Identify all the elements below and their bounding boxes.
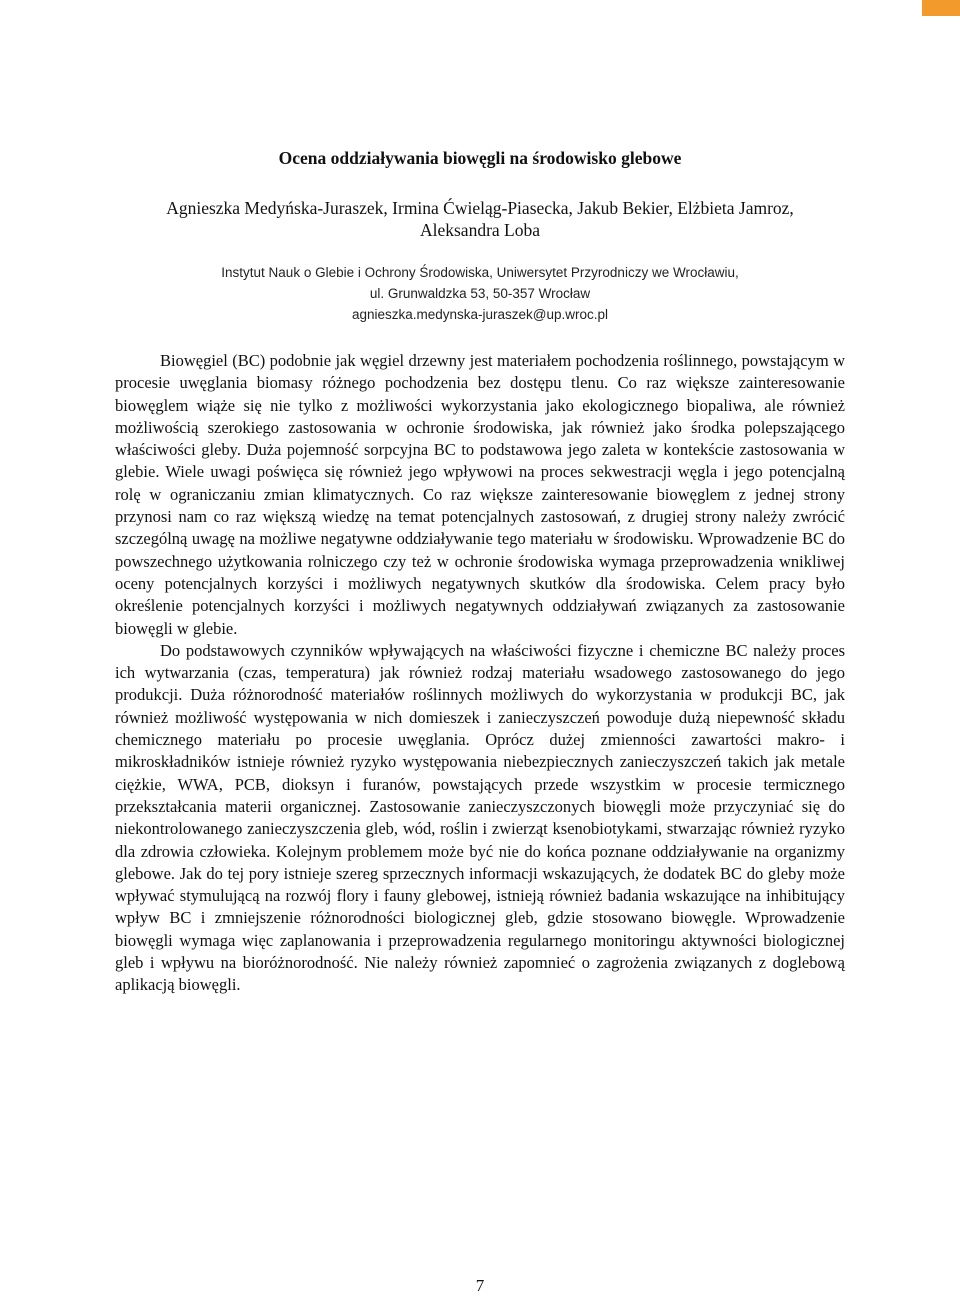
affiliation-institute: Instytut Nauk o Glebie i Ochrony Środowiska, Uniwersytet Przyrodniczy we Wrocławiu,	[221, 265, 739, 280]
author-list	[115, 197, 845, 241]
page-number: 7	[475, 1276, 485, 1295]
affiliation-email: agnieszka.medynska-juraszek@up.wroc.pl	[351, 307, 609, 322]
abstract-body	[115, 350, 845, 997]
affiliation-address: ul. Grunwaldzka 53, 50-357 Wrocław	[369, 286, 591, 301]
corner-mark	[922, 0, 960, 16]
paragraph-1: Biowęgiel (BC) podobnie jak węgiel drzewny jest materiałem pochodzenia roślinnego, powstającym w procesie uwęglania biomasy różnego pochodzenia bez dostępu tlenu. Co raz większe zainteresowanie biowęglem wiąże się nie tylko z możliwości wykorzystania jako ekologicznego biopaliwa, ale również możliwością szerokiego zastosowania w ochronie środowiska, jak również jako środka polepszającego właściwości gleby. Duża pojemność sorpcyjna BC to podstawowa jego zaleta w kontekście zastosowania w glebie. Wiele uwagi poświęca się również jego wpływowi na proces sekwestracji węgla i jego potencjalną rolę w ograniczaniu zmian klimatycznych. Co raz większe zainteresowanie biowęglem z jednej strony przynosi nam co raz większą wiedzę na temat potencjalnych zastosowań, z drugiej strony należy zwrócić szczególną uwagę na możliwe negatywne oddziaływanie tego materiału w środowisku. Wprowadzenie BC do powszechnego użytkowania rolniczego czy też w ochronie środowiska wymaga przeprowadzenia wnikliwej oceny potencjalnych korzyści i możliwych negatywnych skutków dla środowiska. Celem pracy było określenie potencjalnych korzyści i możliwych negatywnych oddziaływań związanych za zastosowanie biowęgli w glebie.	[115, 351, 845, 638]
document-title: Ocena oddziaływania biowęgli na środowisko glebowe	[278, 148, 682, 168]
affiliation	[115, 262, 845, 325]
corner-mark-rect	[922, 0, 960, 16]
author-line-1: Agnieszka Medyńska-Juraszek, Irmina Ćwieląg-Piasecka, Jakub Bekier, Elżbieta Jamroz,	[166, 198, 794, 218]
author-line-2: Aleksandra Loba	[419, 220, 541, 240]
paragraph-2: Do podstawowych czynników wpływających na właściwości fizyczne i chemiczne BC należy proces ich wytwarzania (czas, temperatura) jak również rodzaj materiału wsadowego zastosowanego do jego produkcji. Duża różnorodność materiałów roślinnych możliwych do wykorzystania w produkcji BC, jak również możliwość występowania w nich domieszek i zanieczyszczeń powoduje dużą niepewność składu chemicznego materiału po procesie uwęglania. Oprócz dużej zmienności zawartości makro- i mikroskładników istnieje również ryzyko występowania niebezpiecznych zanieczyszczeń takich jak metale ciężkie, WWA, PCB, dioksyn i furanów, powstających przede wszystkim w procesie termicznego przekształcania materii organicznej. Zastosowanie zanieczyszczonych biowęgli może przyczyniać się do niekontrolowanego zanieczyszczenia gleb, wód, roślin i zwierząt ksenobiotykami, stwarzając również ryzyko dla zdrowia człowieka. Kolejnym problemem może być nie do końca poznane oddziaływanie na organizmy glebowe. Jak do tej pory istnieje szereg sprzecznych informacji wskazujących, że dodatek BC do gleby może wpływać stymulującą na rozwój flory i fauny glebowej, istnieją również badania wskazujące na inhibitujący wpływ BC i zmniejszenie różnorodności biologicznej gleb, gdzie stosowano biowęgle. Wprowadzenie biowęgli wymaga więc zaplanowania i przeprowadzenia regularnego monitoringu aktywności biologicznej gleb i wpływu na bioróżnorodność. Nie należy również zapomnieć o zagrożenia związanych z doglebową aplikacją biowęgli.	[115, 640, 845, 995]
